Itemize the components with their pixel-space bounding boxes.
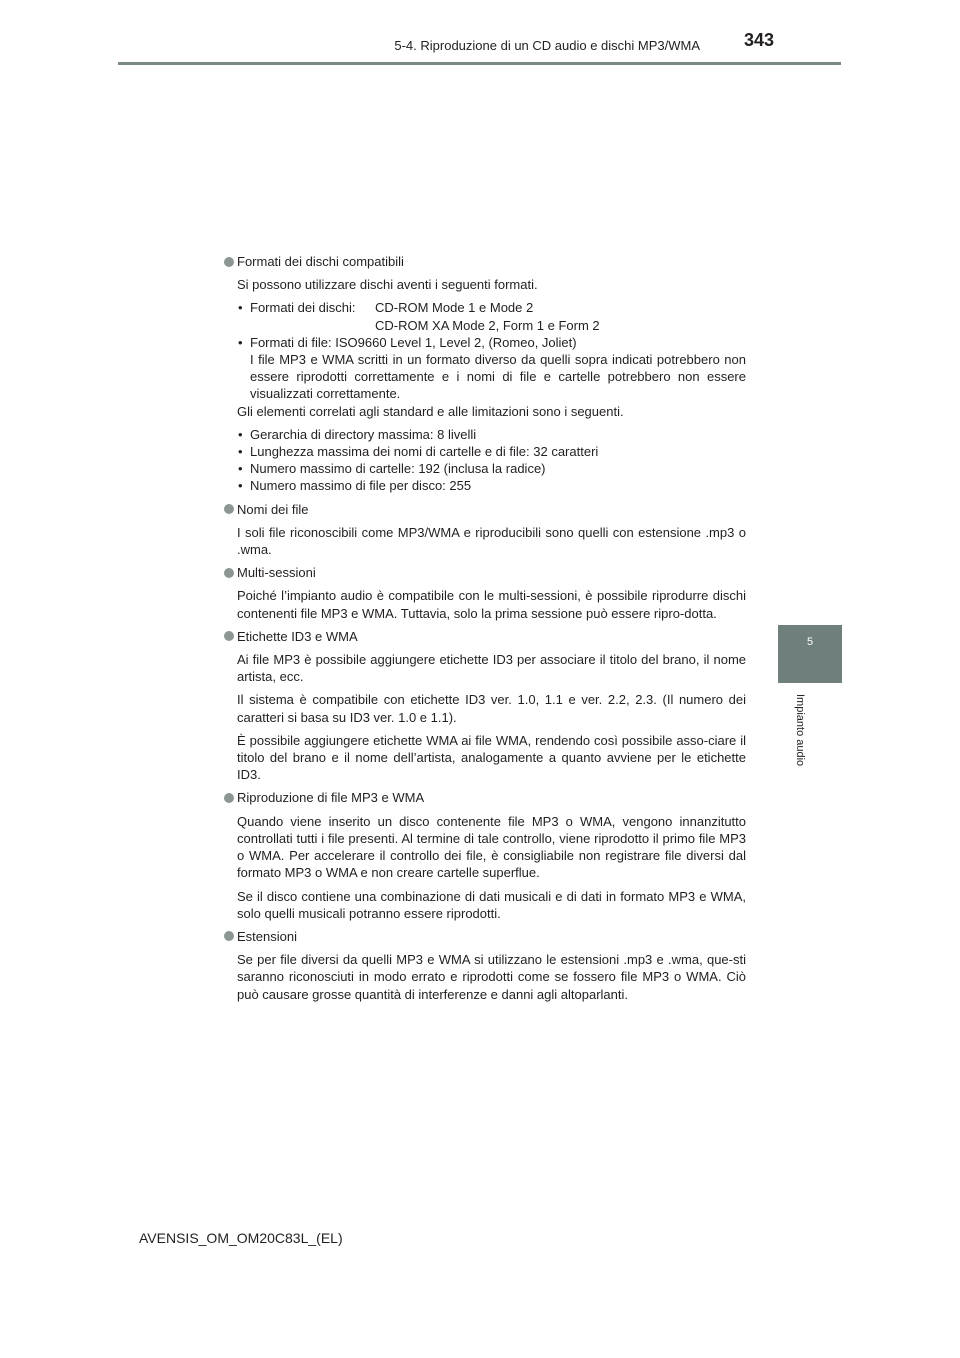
section-title: Multi-sessioni <box>237 565 316 581</box>
limits-list <box>237 426 746 495</box>
section-title: Etichette ID3 e WMA <box>237 628 358 644</box>
bullet-dot-icon <box>224 257 234 267</box>
section-title: Riproduzione di file MP3 e WMA <box>237 790 425 806</box>
list-item: • Gerarchia di directory massima: 8 livelli <box>237 426 746 443</box>
header-section-title: 5-4. Riproduzione di un CD audio e dischi MP3/WMA <box>394 38 700 53</box>
bullet-dot-icon <box>224 793 234 803</box>
section-compatible-formats <box>224 253 746 270</box>
paragraph: Se per file diversi da quelli MP3 e WMA si utilizzano le estensioni .mp3 e .wma, que-sti saranno riconosciuti in modo errato e riprodotti come se fossero file MP3 o WMA. Ciò può causare grosse quantità di interferenze e danni agli altoparlanti. <box>237 952 746 1002</box>
section-extensions <box>224 928 746 945</box>
page-content <box>224 253 746 1003</box>
file-formats: • Formati di file: ISO9660 Level 1, Level 2, (Romeo, Joliet) <box>250 334 577 350</box>
list-item <box>237 299 746 333</box>
section-id3-wma-tags <box>224 628 746 645</box>
list-item: • Numero massimo di cartelle: 192 (inclusa la radice) <box>237 460 746 477</box>
paragraph: Se il disco contiene una combinazione di dati musicali e di dati in formato MP3 e WMA, solo quelli musicali potranno essere riprodotti. <box>237 888 746 921</box>
page-number: 343 <box>744 30 775 50</box>
list-item <box>237 334 746 403</box>
bullet-dot-icon <box>224 504 234 514</box>
document-code: AVENSIS_OM_OM20C83L_(EL) <box>139 1230 343 1246</box>
section-title: Nomi dei file <box>237 501 309 517</box>
format-list <box>237 299 746 402</box>
section-playback <box>224 789 746 806</box>
paragraph: Il sistema è compatibile con etichette ID3 ver. 1.0, 1.1 e ver. 2.2, 2.3. (Il numero dei caratteri si basa su ID3 ver. 1.0 e 1.1). <box>237 692 746 725</box>
file-formats-note: I file MP3 e WMA scritti in un formato diverso da quelli sopra indicati potrebbero non essere riprodotti correttamente e i nomi di file e cartelle potrebbero non essere visualizzati correttamente. <box>250 352 746 402</box>
bullet-dot-icon <box>224 931 234 941</box>
formats-value: CD-ROM XA Mode 2, Form 1 e Form 2 <box>375 317 600 333</box>
bullet-dot-icon <box>224 568 234 578</box>
paragraph: Poiché l’impianto audio è compatibile con le multi-sessioni, è possibile riprodurre dischi contenenti file MP3 e WMA. Tuttavia, solo la prima sessione può essere ripro-dotta. <box>237 588 746 621</box>
header-divider <box>118 62 841 65</box>
paragraph: Quando viene inserito un disco contenente file MP3 o WMA, vengono innanzitutto controllati tutti i file presenti. Al termine di tale controllo, viene riprodotto il primo file MP3 o WMA. Per accelerare il controllo dei file, è consigliabile non registrare file diversi dal formato MP3 o WMA e non creare cartelle superflue. <box>237 813 746 881</box>
paragraph: Ai file MP3 è possibile aggiungere etichette ID3 per associare il titolo del brano, il nome artista, ecc. <box>237 652 746 685</box>
bullet-dot-icon <box>224 631 234 641</box>
list-item: • Lunghezza massima dei nomi di cartelle e di file: 32 caratteri <box>237 443 746 460</box>
paragraph: Gli elementi correlati agli standard e alle limitazioni sono i seguenti. <box>237 403 624 419</box>
chapter-tab-label: Impianto audio <box>794 694 806 767</box>
section-multi-session <box>224 564 746 581</box>
section-title: Formati dei dischi compatibili <box>237 254 404 269</box>
paragraph: Si possono utilizzare dischi aventi i seguenti formati. <box>237 277 538 293</box>
formats-label: • Formati dei dischi: <box>250 300 356 316</box>
chapter-tab[interactable] <box>778 625 842 683</box>
formats-value: CD-ROM Mode 1 e Mode 2 <box>375 300 534 316</box>
section-file-names <box>224 501 746 518</box>
list-item: • Numero massimo di file per disco: 255 <box>237 477 746 494</box>
section-title: Estensioni <box>237 928 297 944</box>
chapter-tab-number: 5 <box>806 636 814 648</box>
paragraph: I soli file riconoscibili come MP3/WMA e riproducibili sono quelli con estensione .mp3 o .wma. <box>237 524 746 558</box>
paragraph: È possibile aggiungere etichette WMA ai file WMA, rendendo così possibile asso-ciare il titolo del brano e il nome dell’artista, analogamente a quanto avviene per le etichette ID3. <box>237 732 746 783</box>
